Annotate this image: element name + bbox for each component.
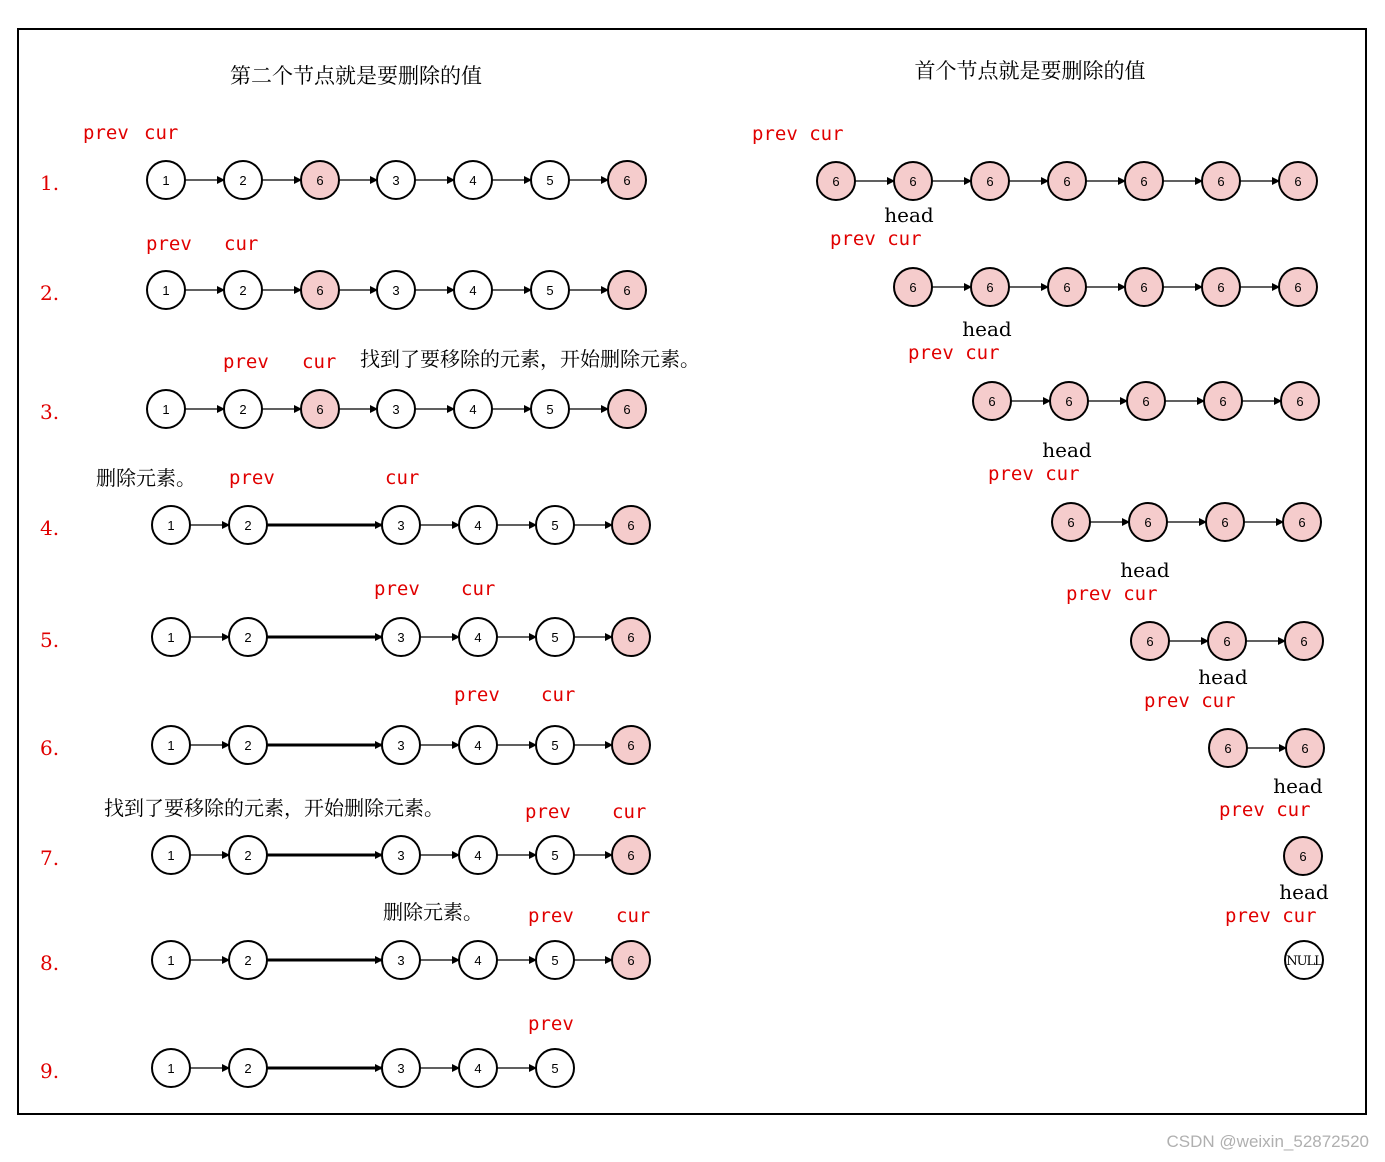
step-6 [40, 684, 650, 764]
prev-cur-pointer-labels: prev cur [1219, 799, 1311, 821]
step-note: 删除元素。 [383, 900, 483, 924]
step-3 [40, 347, 700, 428]
list-node [612, 836, 650, 874]
list-node [612, 941, 650, 979]
list-node [382, 506, 420, 544]
prev-cur-pointer-labels: prev cur [988, 463, 1080, 485]
node-value: 1 [167, 518, 175, 533]
list-node [454, 271, 492, 309]
list-node [229, 506, 267, 544]
list-node [152, 618, 190, 656]
step-7 [40, 796, 650, 874]
node-value: 6 [1217, 280, 1225, 295]
node-value: 6 [623, 173, 631, 188]
list-node [536, 618, 574, 656]
prev-pointer-label: prev [525, 801, 571, 823]
list-node [229, 941, 267, 979]
list-node [894, 268, 932, 306]
list-node [1286, 729, 1324, 767]
step-note: 找到了要移除的元素，开始删除元素。 [104, 796, 444, 820]
step-note: 找到了要移除的元素，开始删除元素。 [360, 347, 700, 371]
node-value: 5 [546, 283, 554, 298]
left-panel-steps [40, 122, 700, 1087]
list-node [536, 836, 574, 874]
list-node [612, 506, 650, 544]
node-value: 6 [1296, 394, 1304, 409]
node-value: 1 [167, 848, 175, 863]
list-node [1281, 382, 1319, 420]
node-value: 2 [244, 1061, 252, 1076]
node-value: 6 [1140, 174, 1148, 189]
cur-pointer-label: cur [144, 122, 179, 144]
step-9 [40, 1013, 574, 1087]
cur-pointer-label: cur [541, 684, 576, 706]
list-node [536, 506, 574, 544]
list-node [301, 271, 339, 309]
list-node [1204, 382, 1242, 420]
list-node [1202, 268, 1240, 306]
list-node [1208, 622, 1246, 660]
step-number: 2. [40, 281, 60, 305]
list-node [147, 161, 185, 199]
node-value: 6 [1294, 174, 1302, 189]
list-node [152, 726, 190, 764]
list-node [229, 618, 267, 656]
node-value: 1 [162, 402, 170, 417]
list-node [536, 1049, 574, 1087]
node-value: 6 [986, 280, 994, 295]
list-node [454, 161, 492, 199]
list-node [817, 162, 855, 200]
prev-cur-pointer-labels: prev cur [908, 342, 1000, 364]
node-value: 3 [397, 518, 405, 533]
node-value: 5 [551, 848, 559, 863]
step-number: 6. [40, 736, 60, 760]
node-value: 6 [1219, 394, 1227, 409]
node-value: 6 [316, 173, 324, 188]
node-value: 6 [316, 283, 324, 298]
node-value: 6 [623, 402, 631, 417]
list-node [382, 836, 420, 874]
node-value: 6 [1217, 174, 1225, 189]
node-value: 6 [1224, 741, 1232, 756]
list-node [1285, 622, 1323, 660]
list-node [229, 1049, 267, 1087]
step-4 [40, 466, 650, 544]
node-value: 6 [1063, 174, 1071, 189]
cur-pointer-label: cur [461, 578, 496, 600]
right-step-6 [1144, 690, 1324, 798]
head-pointer-label: head [1042, 438, 1092, 462]
node-value: 5 [551, 518, 559, 533]
list-node [224, 161, 262, 199]
list-node [1048, 162, 1086, 200]
prev-cur-pointer-labels: prev cur [752, 123, 844, 145]
list-node [1283, 503, 1321, 541]
node-value: 6 [1144, 515, 1152, 530]
node-value: 6 [1142, 394, 1150, 409]
list-node [301, 161, 339, 199]
prev-pointer-label: prev [374, 578, 420, 600]
right-panel-title: 首个节点就是要删除的值 [914, 59, 1146, 83]
list-node [612, 618, 650, 656]
node-value: 5 [546, 402, 554, 417]
step-number: 4. [40, 516, 60, 540]
list-node [1052, 503, 1090, 541]
node-value: 3 [397, 630, 405, 645]
node-value: 6 [627, 848, 635, 863]
node-value: 2 [244, 738, 252, 753]
node-value: 1 [162, 283, 170, 298]
node-value: 6 [986, 174, 994, 189]
step-note: 删除元素。 [96, 466, 196, 490]
node-value: 5 [551, 630, 559, 645]
node-value: 1 [167, 738, 175, 753]
node-value: 6 [832, 174, 840, 189]
node-value: 2 [244, 518, 252, 533]
node-value: 2 [244, 630, 252, 645]
prev-pointer-label: prev [454, 684, 500, 706]
list-node [1129, 503, 1167, 541]
node-value: 6 [1301, 741, 1309, 756]
list-node [454, 390, 492, 428]
prev-cur-pointer-labels: prev cur [1225, 905, 1317, 927]
list-node [608, 271, 646, 309]
list-node [459, 506, 497, 544]
list-node [1284, 837, 1322, 875]
cur-pointer-label: cur [224, 233, 259, 255]
head-pointer-label: head [1120, 558, 1170, 582]
list-node [152, 941, 190, 979]
list-node [377, 390, 415, 428]
right-step-4 [988, 463, 1321, 582]
node-value: 6 [1146, 634, 1154, 649]
node-value: 2 [239, 283, 247, 298]
node-value: 4 [474, 953, 482, 968]
node-value: 6 [1299, 849, 1307, 864]
node-value: 3 [397, 953, 405, 968]
list-node [152, 836, 190, 874]
node-value: 3 [397, 1061, 405, 1076]
node-value: 6 [1221, 515, 1229, 530]
node-value: 6 [623, 283, 631, 298]
list-node [459, 836, 497, 874]
right-step-8 [1225, 905, 1323, 979]
step-number: 1. [40, 171, 60, 195]
list-node [147, 271, 185, 309]
list-node [971, 162, 1009, 200]
node-value: 2 [239, 173, 247, 188]
node-value: 6 [627, 738, 635, 753]
head-pointer-label: head [1279, 880, 1329, 904]
prev-cur-pointer-labels: prev cur [1066, 583, 1158, 605]
list-node [971, 268, 1009, 306]
head-pointer-label: head [1198, 665, 1248, 689]
watermark: CSDN @weixin_52872520 [1166, 1132, 1369, 1151]
node-value: 3 [397, 738, 405, 753]
list-node [1127, 382, 1165, 420]
list-node [1125, 162, 1163, 200]
list-node [612, 726, 650, 764]
node-value: 5 [551, 738, 559, 753]
list-node [973, 382, 1011, 420]
node-value: 6 [1298, 515, 1306, 530]
prev-cur-pointer-labels: prev cur [830, 228, 922, 250]
node-value: NULL [1286, 954, 1322, 969]
list-node [1048, 268, 1086, 306]
list-node [459, 1049, 497, 1087]
node-value: 1 [167, 1061, 175, 1076]
node-value: 5 [546, 173, 554, 188]
node-value: 4 [469, 173, 477, 188]
list-node [536, 726, 574, 764]
step-number: 5. [40, 628, 60, 652]
list-node [377, 271, 415, 309]
right-step-2 [830, 228, 1317, 341]
node-value: 1 [167, 630, 175, 645]
list-node [536, 941, 574, 979]
node-value: 4 [469, 402, 477, 417]
list-node [459, 726, 497, 764]
list-node [382, 941, 420, 979]
list-node [1125, 268, 1163, 306]
right-step-3 [908, 342, 1319, 462]
list-node [382, 618, 420, 656]
list-node [229, 836, 267, 874]
node-value: 6 [627, 953, 635, 968]
head-pointer-label: head [962, 317, 1012, 341]
list-node [152, 506, 190, 544]
node-value: 2 [244, 848, 252, 863]
cur-pointer-label: cur [616, 905, 651, 927]
step-number: 9. [40, 1059, 60, 1083]
right-step-5 [1066, 583, 1323, 689]
list-node [608, 390, 646, 428]
node-value: 4 [469, 283, 477, 298]
cur-pointer-label: cur [385, 467, 420, 489]
step-number: 8. [40, 951, 60, 975]
head-pointer-label: head [1273, 774, 1323, 798]
node-value: 5 [551, 1061, 559, 1076]
list-node [377, 161, 415, 199]
prev-pointer-label: prev [146, 233, 192, 255]
right-step-7 [1219, 799, 1329, 904]
node-value: 2 [244, 953, 252, 968]
list-node [1209, 729, 1247, 767]
node-value: 3 [392, 283, 400, 298]
node-value: 4 [474, 1061, 482, 1076]
node-value: 6 [1223, 634, 1231, 649]
node-value: 6 [909, 280, 917, 295]
list-node [229, 726, 267, 764]
list-node [382, 726, 420, 764]
step-2 [40, 233, 646, 309]
node-value: 4 [474, 630, 482, 645]
node-value: 6 [1300, 634, 1308, 649]
list-node [152, 1049, 190, 1087]
prev-pointer-label: prev [528, 905, 574, 927]
node-value: 2 [239, 402, 247, 417]
node-value: 1 [167, 953, 175, 968]
step-5 [40, 578, 650, 656]
right-panel-steps [752, 123, 1329, 979]
list-node [608, 161, 646, 199]
head-pointer-label: head [884, 203, 934, 227]
prev-pointer-label: prev [83, 122, 129, 144]
node-value: 6 [1067, 515, 1075, 530]
list-node [459, 941, 497, 979]
prev-cur-pointer-labels: prev cur [1144, 690, 1236, 712]
node-value: 4 [474, 848, 482, 863]
node-value: 3 [392, 402, 400, 417]
node-value: 3 [397, 848, 405, 863]
list-node [1206, 503, 1244, 541]
cur-pointer-label: cur [302, 351, 337, 373]
cur-pointer-label: cur [612, 801, 647, 823]
prev-pointer-label: prev [223, 351, 269, 373]
node-value: 1 [162, 173, 170, 188]
node-value: 4 [474, 738, 482, 753]
prev-pointer-label: prev [229, 467, 275, 489]
right-step-1 [752, 123, 1317, 227]
list-node [301, 390, 339, 428]
list-node [459, 618, 497, 656]
list-node [224, 271, 262, 309]
list-node [147, 390, 185, 428]
left-panel-title: 第二个节点就是要删除的值 [230, 64, 482, 88]
step-number: 3. [40, 400, 60, 424]
step-8 [40, 900, 650, 979]
node-value: 6 [1140, 280, 1148, 295]
list-node [894, 162, 932, 200]
list-node [1202, 162, 1240, 200]
list-node [224, 390, 262, 428]
list-node [531, 161, 569, 199]
list-node [1279, 268, 1317, 306]
list-node [1050, 382, 1088, 420]
node-value: 6 [627, 630, 635, 645]
node-value: 6 [1063, 280, 1071, 295]
node-value: 6 [1294, 280, 1302, 295]
node-value: 6 [909, 174, 917, 189]
list-node [1131, 622, 1169, 660]
node-value: 6 [1065, 394, 1073, 409]
list-node [531, 390, 569, 428]
node-value: 6 [988, 394, 996, 409]
list-node [1279, 162, 1317, 200]
node-value: 6 [316, 402, 324, 417]
step-1 [40, 122, 646, 199]
step-number: 7. [40, 846, 60, 870]
node-value: 5 [551, 953, 559, 968]
list-node [1285, 941, 1323, 979]
node-value: 4 [474, 518, 482, 533]
node-value: 3 [392, 173, 400, 188]
node-value: 6 [627, 518, 635, 533]
list-node [382, 1049, 420, 1087]
list-node [531, 271, 569, 309]
prev-pointer-label: prev [528, 1013, 574, 1035]
